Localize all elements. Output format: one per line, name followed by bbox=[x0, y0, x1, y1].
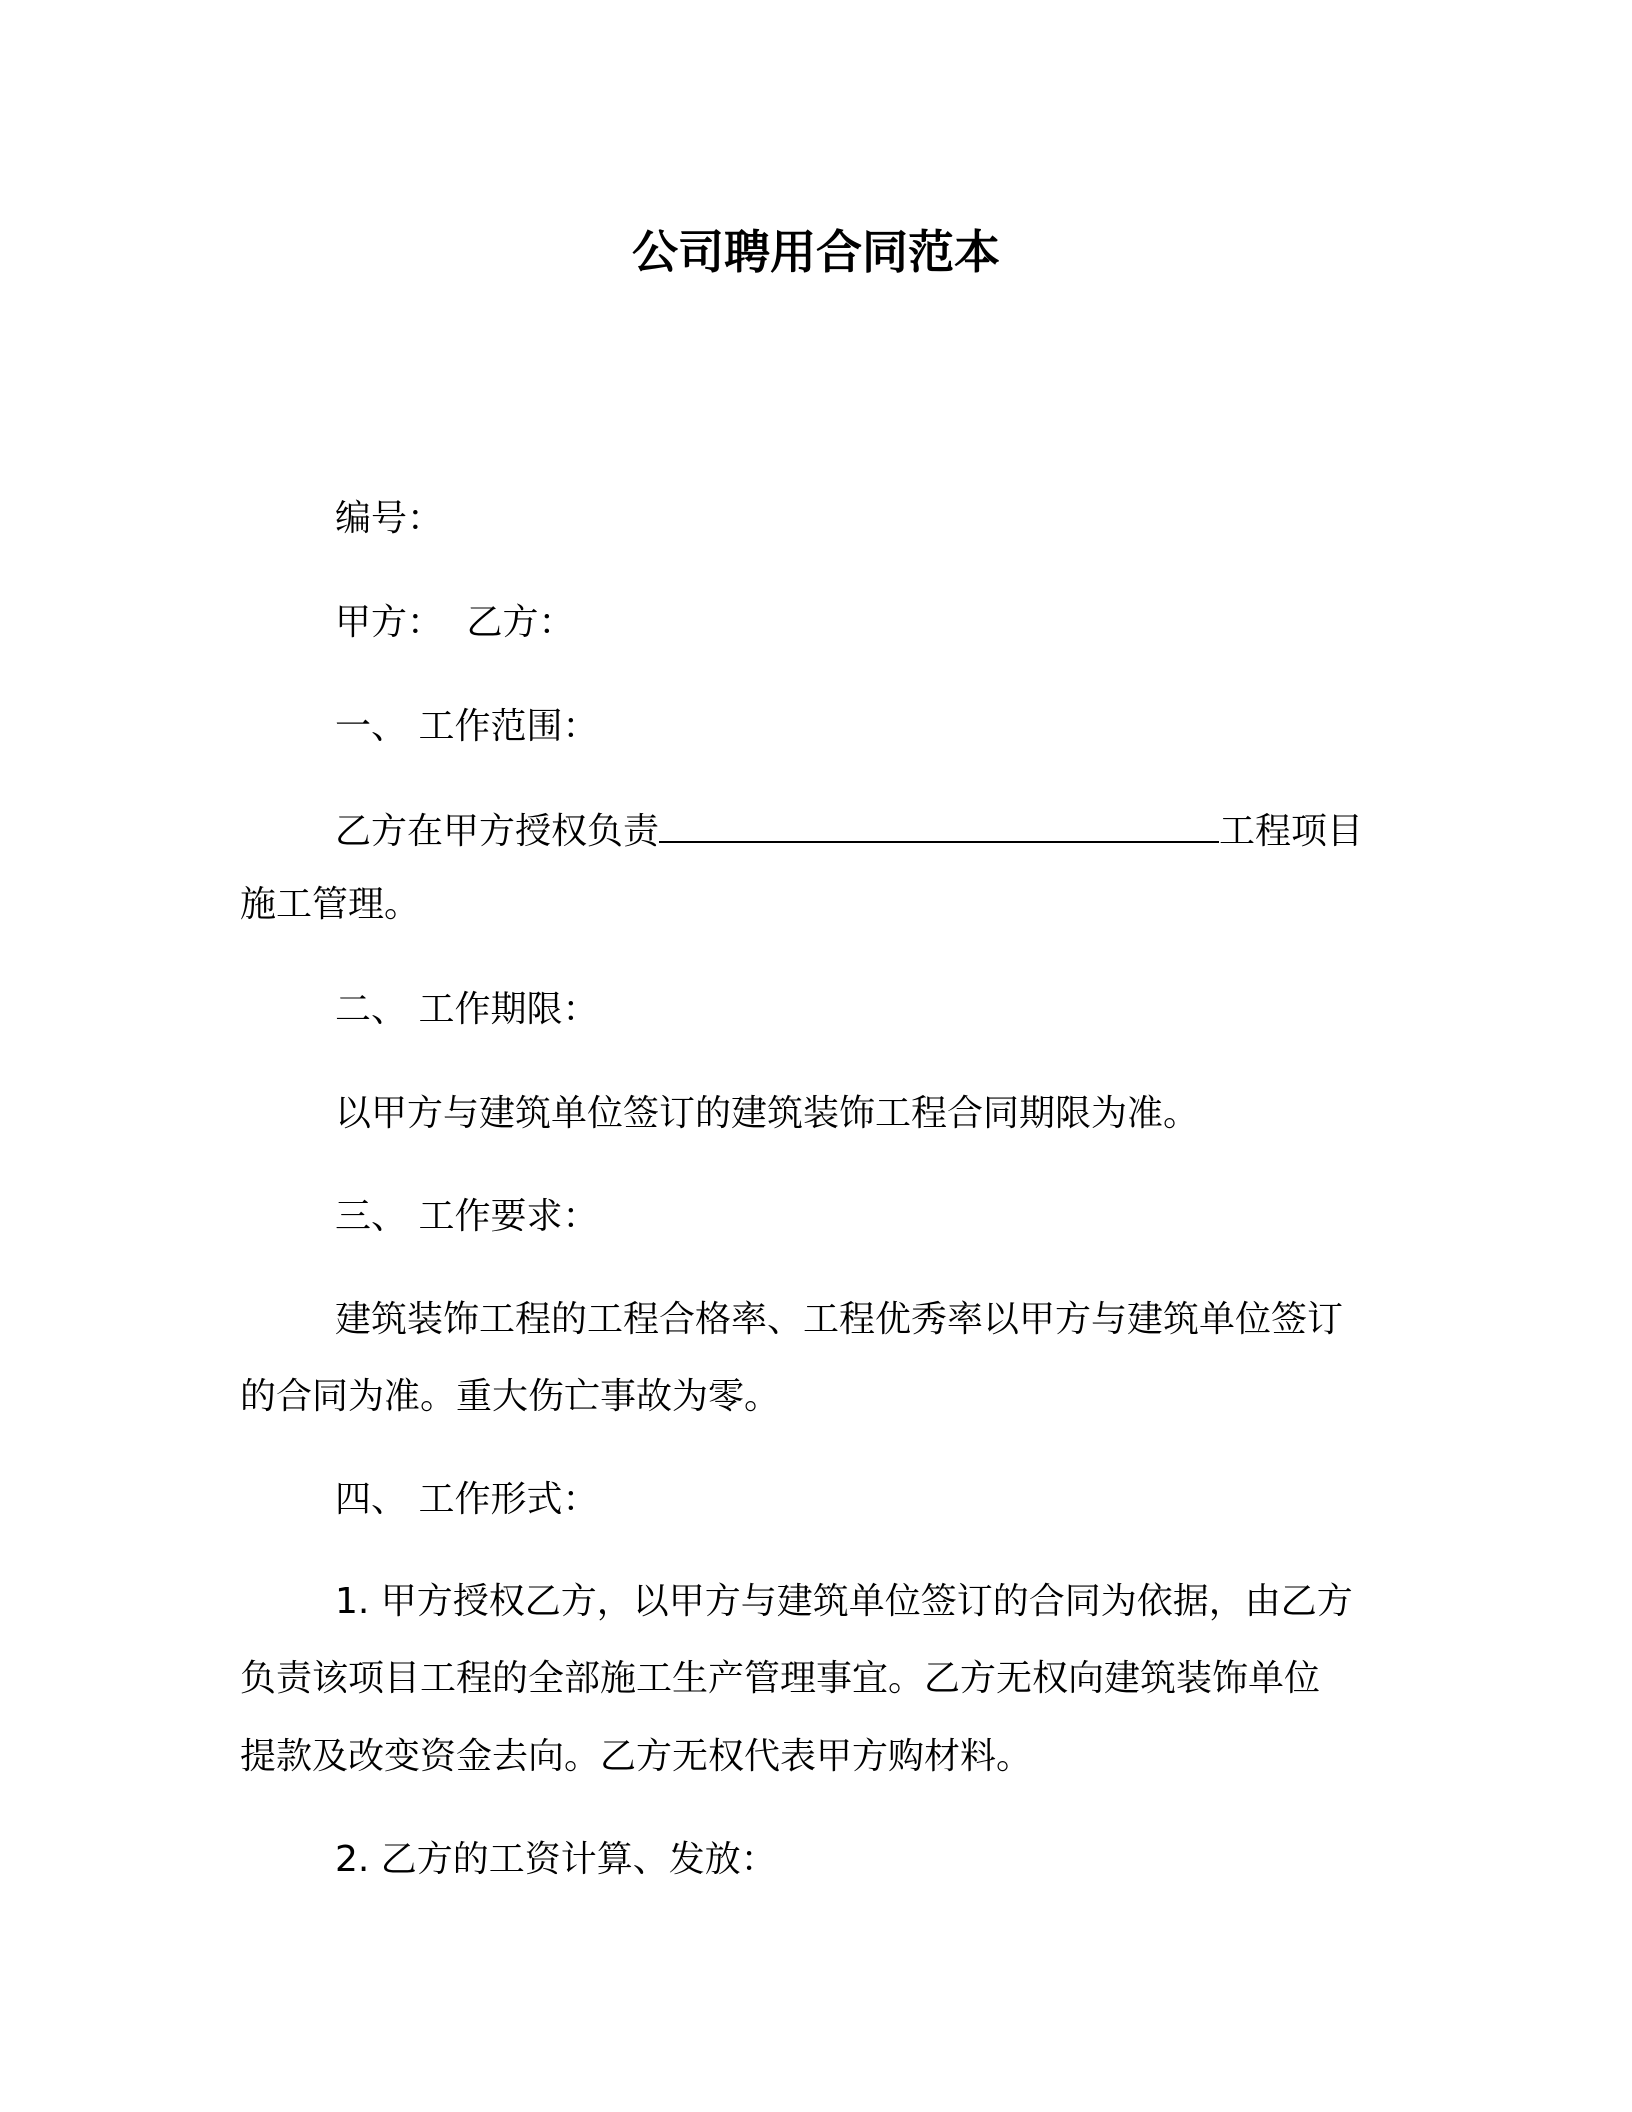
section2-text: 以甲方与建筑单位签订的建筑装饰工程合同期限为准。 bbox=[335, 1093, 1200, 1134]
section1-text-before-blank: 乙方在甲方授权负责 bbox=[335, 811, 660, 852]
parties-line bbox=[335, 601, 574, 645]
party-a-label: 甲方： bbox=[335, 602, 444, 643]
section4-item1-line1: 1. 甲方授权乙方，以甲方与建筑单位签订的合同为依据，由乙方 bbox=[335, 1581, 1353, 1622]
section1-text-after-blank: 工程项目 bbox=[1219, 811, 1364, 852]
section1-line1 bbox=[335, 807, 1363, 854]
section1-line2: 施工管理。 bbox=[240, 884, 421, 925]
section3-heading: 三、 工作要求： bbox=[335, 1196, 599, 1237]
section2-heading: 二、 工作期限： bbox=[335, 989, 599, 1030]
contract-number-label: 编号： bbox=[335, 498, 444, 539]
document-title: 公司聘用合同范本 bbox=[632, 225, 1000, 279]
section3-line1: 建筑装饰工程的工程合格率、工程优秀率以甲方与建筑单位签订 bbox=[335, 1299, 1344, 1340]
section1-heading: 一、 工作范围： bbox=[335, 706, 599, 747]
section4-heading: 四、 工作形式： bbox=[335, 1479, 599, 1520]
section3-line2: 的合同为准。重大伤亡事故为零。 bbox=[240, 1376, 781, 1417]
section4-item2: 2. 乙方的工资计算、发放： bbox=[335, 1839, 777, 1880]
project-name-blank bbox=[659, 807, 1219, 843]
party-b-label: 乙方： bbox=[466, 602, 575, 643]
section4-item1-line2: 负责该项目工程的全部施工生产管理事宜。乙方无权向建筑装饰单位 bbox=[240, 1658, 1321, 1699]
section4-item1-line3: 提款及改变资金去向。乙方无权代表甲方购材料。 bbox=[240, 1736, 1033, 1777]
